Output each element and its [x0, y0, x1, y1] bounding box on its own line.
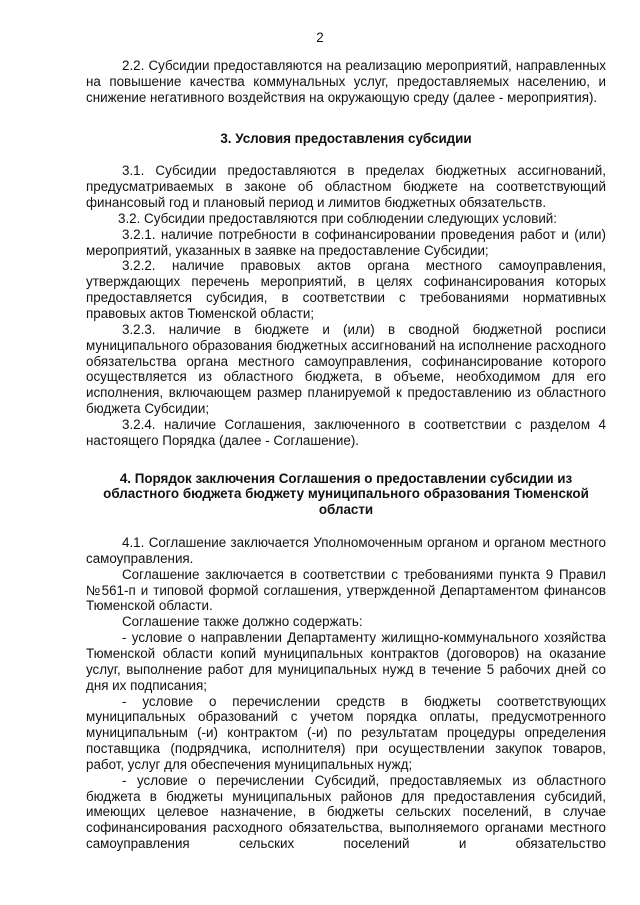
section-4-heading: 4. Порядок заключения Соглашения о предоставлении субсидии из областного бюджета бюджету муниципального образования Тюменской области — [103, 470, 589, 518]
paragraph-3-2: 3.2. Субсидии предоставляются при соблюдении следующих условий: — [118, 210, 557, 226]
paragraph-3-2-1: 3.2.1. наличие потребности в софинансировании проведения работ и (или) мероприятий, указанных в заявке на предоставление Субсидии; — [86, 226, 606, 258]
bullet-item-contracts: - условие о направлении Департаменту жилищно-коммунального хозяйства Тюменской области копий муниципальных контрактов (договоров) на оказание услуг, выполнение работ для муниципальных нужд в течение 5 рабочих дней со дня их подписания; — [86, 630, 606, 693]
paragraph-3-1: 3.1. Субсидии предоставляются в пределах бюджетных ассигнований, предусматриваемых в законе об областном бюджете на соответствующий финансовый год и плановый период и лимитов бюджетных обязательств. — [86, 163, 606, 211]
paragraph-3-2-4: 3.2.4. наличие Соглашения, заключенного в соответствии с разделом 4 настоящего Порядка (далее - Соглашение). — [86, 416, 606, 448]
paragraph-4-1: 4.1. Соглашение заключается Уполномоченным органом и органом местного самоуправления. — [86, 535, 606, 566]
paragraph-2-2: 2.2. Субсидии предоставляются на реализацию мероприятий, направленных на повышение качества коммунальных услуг, предоставляемых населению, и снижение негативного воздействия на окружающую среду (далее - мероприятия). — [86, 58, 606, 105]
section-3-heading: 3. Условия предоставления субсидии — [220, 130, 472, 146]
paragraph-4-1-contents: Соглашение также должно содержать: — [122, 614, 363, 630]
page-number: 2 — [316, 30, 324, 45]
document-body — [86, 58, 606, 852]
paragraph-3-2-3: 3.2.3. наличие в бюджете и (или) в сводной бюджетной росписи муниципального образования бюджетных ассигнований на исполнение расходного обязательства органа местного самоуправления, софинансирование которого осуществляется из областного бюджета, в объеме, необходимом для его исполнения, включающем размер планируемой к предоставлению из областного бюджета Субсидии; — [86, 321, 606, 417]
paragraph-3-2-2: 3.2.2. наличие правовых актов органа местного самоуправления, утверждающих перечень мероприятий, в целях софинансирования которых предоставляется субсидия, в соответствии с требованиями нормативных правовых актов Тюменской области; — [86, 258, 606, 321]
bullet-item-transfer: - условие о перечислении средств в бюджеты соответствующих муниципальных образований с учетом порядка оплаты, предусмотренного муниципальным (-и) контрактом (-и) по результатам процедуры определения поставщика (подрядчика, исполнителя) при осуществлении закупок товаров, работ, услуг для обеспечения муниципальных нужд; — [86, 693, 606, 772]
paragraph-4-1-agreement: Соглашение заключается в соответствии с требованиями пункта 9 Правил №561-п и типовой формой соглашения, утвержденной Департаментом финансов Тюменской области. — [86, 566, 606, 614]
bullet-item-subsidies: - условие о перечислении Субсидий, предоставляемых из областного бюджета в бюджеты муниципальных районов для предоставления субсидий, имеющих целевое назначение, в бюджеты сельских поселений, в случае софинансирования расходного обязательства, выполняемого органами местного самоуправления сельских поселений и обязательство — [86, 772, 606, 852]
